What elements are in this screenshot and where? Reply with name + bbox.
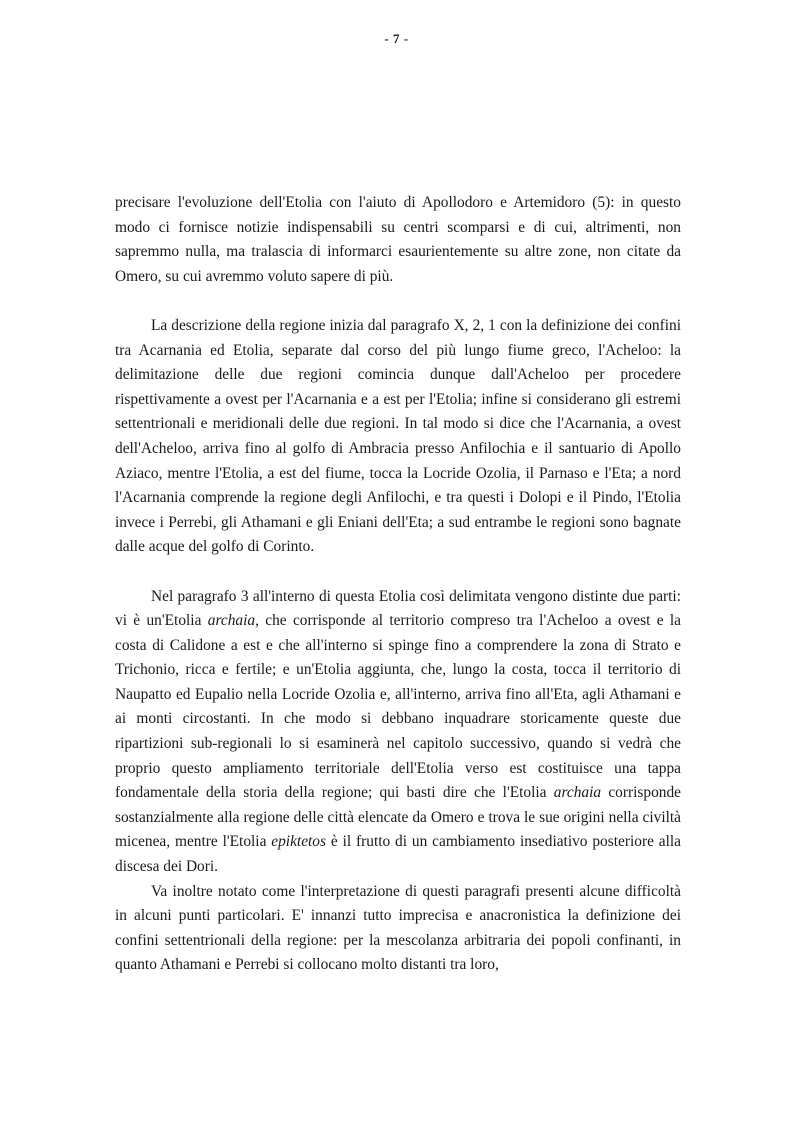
paragraph-3-text-c: corrisponde sostanzialmente alla regione delle città elencate da Omero e trova le sue origini nella civiltà micenea, mentre l'Etolia [115,784,681,851]
paragraph-3-text-b: , che corrisponde al territorio compreso tra l'Acheloo a ovest e la costa di Calidone a est e che all'interno si spinge fino a comprendere la zona di Strato e Trichonio, ricca e fertile; e un'Etolia aggiunta, che, lungo la costa, tocca il territorio di Naupatto ed Eupalio nella Locride Ozolia e, all'interno, arriva fino all'Eta, agli Athamani e ai monti circostanti. In che modo si debbano inquadrare storicamente queste due ripartizioni sub-regionali lo si esaminerà nel capitolo successivo, quando si vedrà che proprio questo ampliamento territoriale dell'Etolia verso est costituisce una tappa fondamentale della storia della regione; qui basti dire che l'Etolia [115,612,681,802]
paragraph-3-text-d: è il frutto di un cambiamento insediativo posteriore alla discesa dei Dori. [115,833,681,876]
paragraph-4: Va inoltre notato come l'interpretazione di questi paragrafi presenti alcune difficoltà in alcuni punti particolari. E' innanzi tutto imprecisa e anacronistica la definizione dei confini settentrionali della regione: per la mescolanza arbitraria dei popoli confinanti, in quanto Athamani e Perrebi si collocano molto distanti tra loro, [115,882,681,974]
term-epiktetos: epiktetos [271,833,326,851]
page-number: - 7 - [384,31,409,46]
paragraph-3 [115,585,681,880]
body-text [115,191,681,978]
paragraph-1: precisare l'evoluzione dell'Etolia con l'aiuto di Apollodoro e Artemidoro (5): in questo modo ci fornisce notizie indispensabili su centri scomparsi e di cui, altrimenti, non sapremmo nulla, ma tralascia di informarci esaurientemente su altre zone, non citate da Omero, su cui avremmo voluto sapere di più. [115,194,681,285]
paragraph-3-text-a: Nel paragrafo 3 all'interno di questa Etolia così delimitata vengono distinte due parti: vi è un'Etolia [115,587,681,630]
paragraph-2: La descrizione della regione inizia dal paragrafo X, 2, 1 con la definizione dei confini tra Acarnania ed Etolia, separate dal corso del più lungo fiume greco, l'Acheloo: la delimitazione delle due regioni comincia dunque dall'Acheloo per procedere rispettivamente a ovest per l'Acarnania e a est per l'Etolia; infine si considerano gli estremi settentrionali e meridionali delle due regioni. In tal modo si dice che l'Acarnania, a ovest dell'Acheloo, arriva fino al golfo di Ambracia presso Anfilochia e il santuario di Apollo Aziaco, mentre l'Etolia, a est del fiume, tocca la Locride Ozolia, il Parnaso e l'Eta; a nord l'Acarnania comprende la regione degli Anfilochi, e tra questi i Dolopi e il Pindo, l'Etolia invece i Perrebi, gli Athamani e gli Eniani dell'Eta; a sud entrambe le regioni sono bagnate dalle acque del golfo di Corinto. [115,316,681,556]
term-archaia-2: archaia [553,784,602,802]
term-archaia: archaia [207,612,256,630]
